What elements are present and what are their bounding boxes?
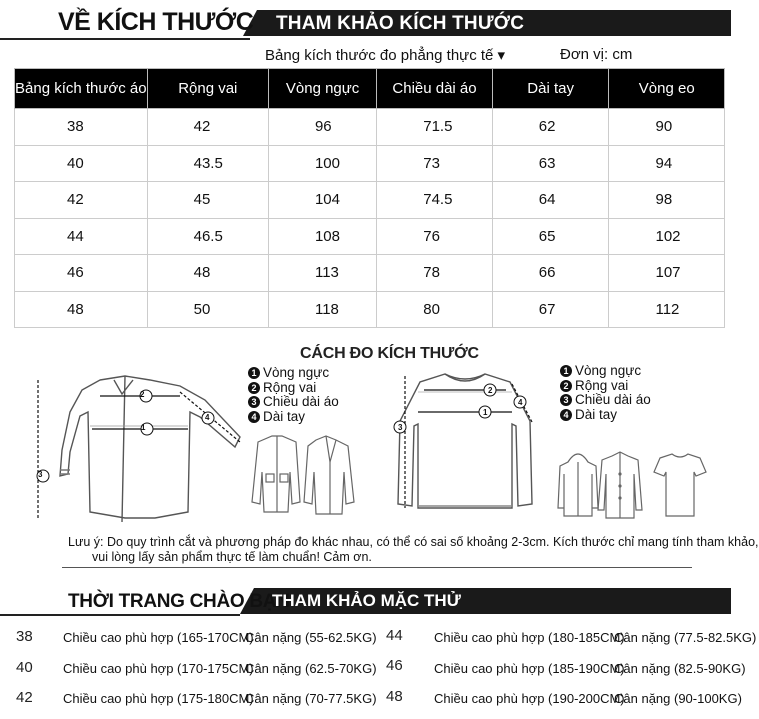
table-cell: 78: [377, 255, 493, 292]
table-cell: 94: [609, 145, 725, 182]
fit-weight: Cân nặng (82.5-90KG): [614, 661, 746, 676]
shirt-marker-2: 2: [140, 390, 145, 399]
table-cell: 43.5: [147, 145, 268, 182]
table-cell: 108: [268, 218, 376, 255]
legend-item: [248, 410, 339, 425]
fit-size: 44: [386, 627, 403, 644]
legend-label: Dài tay: [575, 406, 618, 422]
fit-weight: Cân nặng (90-100KG): [614, 691, 742, 706]
table-cell: 71.5: [377, 109, 493, 146]
table-cell: 104: [268, 182, 376, 219]
fit-weight: Cân nặng (70-77.5KG): [245, 691, 377, 706]
table-cell: 38: [15, 109, 148, 146]
table-cell: 65: [492, 218, 609, 255]
legend-label: Chiều dài áo: [263, 394, 339, 409]
marker-icons: [37, 390, 214, 482]
table-cell: 112: [609, 291, 725, 328]
col-header-shoulder: Rộng vai: [147, 69, 268, 109]
shirt-legend: [248, 366, 339, 424]
legend-item: [248, 395, 339, 410]
table-cell: 74.5: [377, 182, 493, 219]
section-title-size: VỀ KÍCH THƯỚC: [58, 8, 254, 36]
legend-item: [560, 379, 651, 394]
table-cell: 44: [15, 218, 148, 255]
table-cell: 90: [609, 109, 725, 146]
hoodie-cardigan-tee-thumbnails: [556, 444, 706, 524]
legend-label: Vòng ngực: [575, 363, 642, 378]
fit-height: Chiều cao phù hợp (185-190CM): [434, 661, 625, 676]
table-row: [15, 182, 725, 219]
table-row: [15, 145, 725, 182]
sweater-marker-3: 3: [398, 423, 403, 432]
col-header-size: Bảng kích thước áo: [15, 69, 148, 109]
number-badge-icon: 3: [560, 394, 572, 406]
table-row: [15, 218, 725, 255]
legend-item: [560, 408, 651, 423]
table-cell: 45: [147, 182, 268, 219]
number-badge-icon: 2: [560, 380, 572, 392]
number-badge-icon: 4: [248, 411, 260, 423]
bottom-banner-rule: [0, 614, 240, 616]
fit-size: 46: [386, 657, 403, 674]
fit-height: Chiều cao phù hợp (190-200CM): [434, 691, 625, 706]
legend-label: Rộng vai: [263, 379, 317, 395]
table-cell: 62: [492, 109, 609, 146]
section-title-size-reference: THAM KHẢO KÍCH THƯỚC: [276, 13, 525, 34]
sweater-measure-illustration: [390, 366, 540, 526]
table-cell: 67: [492, 291, 609, 328]
measure-title: CÁCH ĐO KÍCH THƯỚC: [300, 345, 479, 362]
fit-weight: Cân nặng (55-62.5KG): [245, 630, 377, 645]
table-cell: 73: [377, 145, 493, 182]
number-badge-icon: 3: [248, 396, 260, 408]
number-badge-icon: 2: [248, 382, 260, 394]
table-cell: 64: [492, 182, 609, 219]
section-title-brand: THỜI TRANG CHÀO BẠN: [68, 591, 290, 612]
sweater-marker-1: 1: [483, 408, 488, 417]
jacket-blazer-thumbnails: [238, 432, 358, 520]
fit-size: 38: [16, 628, 33, 645]
table-cell: 76: [377, 218, 493, 255]
legend-item: [560, 393, 651, 408]
table-cell: 50: [147, 291, 268, 328]
shirt-marker-1: 1: [141, 423, 146, 432]
shirt-marker-3: 3: [38, 470, 43, 479]
table-cell: 48: [147, 255, 268, 292]
table-cell: 102: [609, 218, 725, 255]
table-cell: 98: [609, 182, 725, 219]
sweater-legend: [560, 364, 651, 422]
table-cell: 96: [268, 109, 376, 146]
fit-height: Chiều cao phù hợp (165-170CM): [63, 630, 254, 645]
shirt-marker-4: 4: [205, 413, 210, 422]
disclaimer-note: [68, 535, 759, 565]
legend-item: [248, 366, 339, 381]
table-cell: 48: [15, 291, 148, 328]
note-line-1: Lưu ý: Do quy trình cắt và phương pháp đo khác nhau, có thể có sai số khoảng 2-3cm. Kích thước chỉ mang tính tham khảo,: [68, 535, 759, 549]
table-cell: 107: [609, 255, 725, 292]
fit-height: Chiều cao phù hợp (180-185CM): [434, 630, 625, 645]
top-banner-rule: [0, 38, 250, 40]
number-badge-icon: 1: [560, 365, 572, 377]
col-header-chest: Vòng ngực: [268, 69, 376, 109]
legend-label: Rộng vai: [575, 377, 629, 393]
fit-size: 48: [386, 688, 403, 705]
number-badge-icon: 4: [560, 409, 572, 421]
size-table-header-row: [15, 69, 725, 109]
note-line-2: vui lòng lấy sản phẩm thực tế làm chuẩn! Cảm ơn.: [92, 550, 372, 564]
table-cell: 113: [268, 255, 376, 292]
table-row: [15, 255, 725, 292]
sweater-marker-4: 4: [518, 398, 523, 407]
col-header-waist: Vòng eo: [609, 69, 725, 109]
section-title-fit-reference: THAM KHẢO MẶC THỬ: [272, 591, 461, 610]
fit-size: 40: [16, 659, 33, 676]
legend-label: Vòng ngực: [263, 365, 330, 380]
table-cell: 66: [492, 255, 609, 292]
table-row: [15, 109, 725, 146]
fit-height: Chiều cao phù hợp (175-180CM): [63, 691, 254, 706]
table-cell: 118: [268, 291, 376, 328]
table-cell: 63: [492, 145, 609, 182]
sweater-marker-2: 2: [488, 386, 493, 395]
number-badge-icon: 1: [248, 367, 260, 379]
size-table: [14, 68, 725, 328]
col-header-length: Chiều dài áo: [377, 69, 493, 109]
note-divider: [62, 567, 692, 568]
table-row: [15, 291, 725, 328]
fit-weight: Cân nặng (62.5-70KG): [245, 661, 377, 676]
col-header-sleeve: Dài tay: [492, 69, 609, 109]
table-cell: 80: [377, 291, 493, 328]
table-cell: 42: [147, 109, 268, 146]
legend-item: [560, 364, 651, 379]
table-cell: 46: [15, 255, 148, 292]
fit-height: Chiều cao phù hợp (170-175CM): [63, 661, 254, 676]
fit-weight: Cân nặng (77.5-82.5KG): [614, 630, 757, 645]
table-cell: 42: [15, 182, 148, 219]
table-cell: 100: [268, 145, 376, 182]
legend-item: [248, 381, 339, 396]
table-cell: 46.5: [147, 218, 268, 255]
legend-label: Chiều dài áo: [575, 392, 651, 407]
unit-label: Đơn vị: cm: [560, 46, 633, 63]
table-cell: 40: [15, 145, 148, 182]
fit-size: 42: [16, 689, 33, 706]
table-caption: Bảng kích thước đo phẳng thực tế ▾: [265, 47, 506, 64]
legend-label: Dài tay: [263, 408, 306, 424]
